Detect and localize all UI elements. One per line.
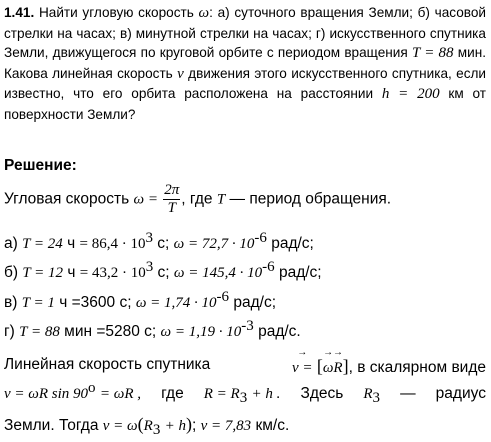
case-period: T = 24	[22, 236, 63, 252]
linear-tail: , в скалярном виде	[348, 359, 486, 376]
case-omega: ω = 72,7 · 10	[173, 236, 255, 252]
case-seconds-unit: с;	[157, 235, 170, 252]
velocity-vector: → v =	[292, 360, 313, 377]
omega-equals: ω =	[133, 191, 158, 208]
case-period-unit: ч	[67, 235, 76, 252]
scalar-formula	[4, 379, 141, 403]
problem-text-2: : а) суточного вращения Земли; б) часовой стрелки на часах; в) минутной стрелки на часах; г) искусственного спутника Земли, движущегося по круговой орбите с периодом вращения	[4, 5, 486, 61]
fraction	[163, 182, 180, 217]
plus-h: + h .	[251, 386, 281, 402]
final-unit: км/с.	[255, 417, 290, 434]
radius-eq: R = R	[203, 386, 240, 402]
problem-statement	[4, 3, 486, 125]
period-text: — период обращения.	[229, 190, 392, 208]
bracket-open: [	[316, 356, 323, 376]
case-c	[4, 288, 277, 312]
case-omega: ω = 1,74 · 10	[135, 295, 217, 311]
final-radius: R	[143, 418, 153, 434]
case-seconds: = 86,4 · 10	[79, 236, 146, 252]
case-omega-unit: рад/с;	[278, 264, 322, 281]
final-plus-h: + h	[164, 418, 186, 434]
case-omega-exp: -3	[241, 317, 254, 334]
problem-text-3: мин. Какова линейная скорость	[4, 45, 486, 81]
case-period: T = 88	[19, 324, 60, 340]
case-period-unit: ч	[67, 264, 76, 281]
angular-velocity-formula	[4, 182, 391, 217]
case-omega-exp: -6	[254, 229, 267, 246]
case-b	[4, 258, 322, 282]
dash: —	[400, 385, 416, 402]
radius-symbol: R	[363, 386, 373, 402]
scalar-eq-2: = ωR ,	[99, 386, 141, 402]
linear-velocity-line-2	[4, 379, 486, 407]
angular-label: Угловая скорость	[4, 190, 130, 208]
here-word: Здесь	[300, 385, 344, 402]
case-seconds-exp: 3	[145, 258, 154, 275]
linear-velocity-line-1	[4, 356, 486, 377]
case-period: T = 1	[21, 295, 55, 311]
case-omega-unit: рад/с;	[271, 235, 314, 252]
problem-text-1: Найти угловую скорость	[38, 5, 194, 20]
degree-mark: o	[88, 379, 96, 396]
case-omega: ω = 145,4 · 10	[173, 265, 263, 281]
case-a	[4, 229, 314, 253]
case-d	[4, 317, 301, 341]
case-omega-exp: -6	[262, 258, 275, 275]
case-omega-exp: -6	[216, 288, 230, 305]
linear-velocity-line-3	[4, 414, 290, 439]
fraction-numerator: 2π	[164, 182, 180, 198]
paren-open: (	[137, 414, 144, 434]
case-label: а)	[4, 235, 18, 252]
period-symbol: T	[216, 191, 226, 208]
problem-text-4: движения этого искусственного спутника, если известно, что его орбита расположена на расстоянии	[4, 65, 487, 102]
case-label: б)	[4, 264, 19, 281]
scalar-eq: v = ωR sin 90	[4, 386, 89, 402]
height-value: h = 200	[381, 86, 440, 103]
case-omega-unit: рад/с;	[233, 294, 277, 311]
earth-then: Земли. Тогда	[4, 417, 99, 434]
radius-sum	[203, 385, 281, 407]
case-label: г)	[4, 323, 15, 340]
where-word: где	[161, 385, 184, 402]
paren-close: )	[186, 414, 192, 434]
radius-sub: 3	[239, 390, 248, 407]
final-radius-sub: 3	[152, 422, 161, 439]
earth-radius-symbol	[363, 385, 381, 407]
fraction-denominator: T	[167, 200, 176, 216]
solution-heading: Решение:	[4, 157, 77, 174]
case-omega: ω = 1,19 · 10	[160, 324, 242, 340]
radius-word: радиус	[435, 385, 486, 402]
case-period-unit: мин =5280 с;	[64, 323, 157, 340]
radius-vector: → R	[333, 360, 342, 377]
case-omega-unit: рад/с.	[258, 323, 301, 340]
case-seconds-exp: 3	[145, 229, 153, 246]
problem-text-5: км от поверхности Земли?	[4, 86, 487, 122]
period-value: T = 88	[411, 45, 454, 62]
radius-symbol-sub: 3	[372, 390, 381, 407]
case-period: T = 12	[22, 265, 64, 281]
case-seconds-unit: с;	[157, 264, 170, 281]
bracket-close: ]	[342, 356, 349, 376]
case-period-unit: ч =3600 с;	[59, 294, 132, 311]
case-seconds: = 43,2 · 10	[79, 265, 146, 281]
final-eq: v = ω	[102, 418, 138, 434]
semicolon: ;	[192, 417, 197, 434]
angular-tail: , где	[181, 190, 213, 208]
omega-symbol: ω	[198, 5, 210, 21]
problem-number: 1.41.	[4, 5, 35, 20]
velocity-symbol: v	[177, 65, 184, 82]
case-label: в)	[4, 294, 18, 311]
final-velocity: v = 7,83	[200, 418, 252, 434]
linear-text: Линейная скорость спутника	[4, 356, 211, 373]
linear-vector-formula	[292, 356, 486, 377]
omega-vector: → ω	[323, 360, 334, 377]
